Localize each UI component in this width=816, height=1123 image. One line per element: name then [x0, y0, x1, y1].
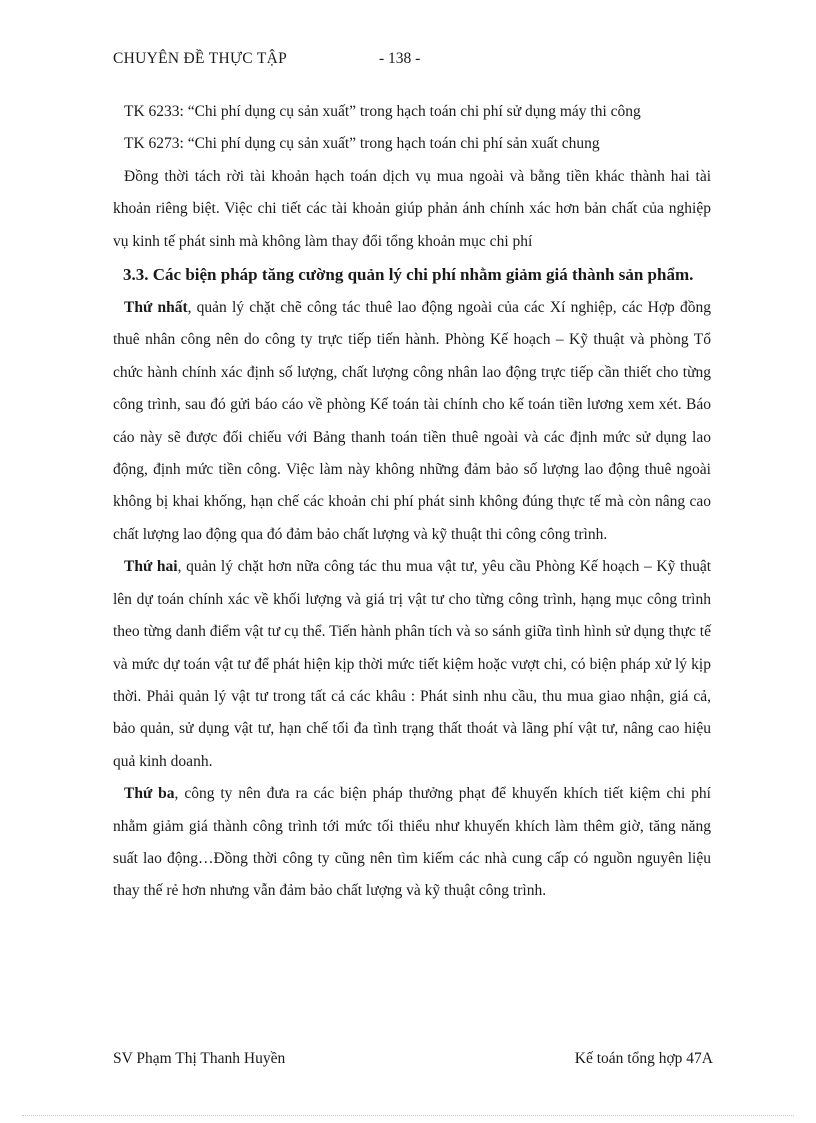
page-number: - 138 -: [379, 50, 421, 67]
second-measure-text: , quản lý chặt hơn nữa công tác thu mua vật tư, yêu cầu Phòng Kế hoạch – Kỹ thuật lên dự toán chính xác về khối lượng và giá trị vật tư cho từng công trình, hạng mục công trình theo từng danh điểm vật tư cụ thể. Tiến hành phân tích và so sánh giữa tình hình sử dụng thực tế và mức dự toán vật tư để phát hiện kịp thời mức tiết kiệm hoặc vượt chi, có biện pháp xử lý kịp thời. Phải quản lý vật tư trong tất cả các khâu : Phát sinh nhu cầu, thu mua giao nhận, giá cả, bảo quản, sử dụng vật tư, hạn chế tối đa tình trạng thất thoát và lãng phí vật tư, nâng cao hiệu quả kinh doanh.: [113, 558, 712, 770]
page-edge-divider: [22, 1115, 794, 1116]
section-heading: 3.3. Các biện pháp tăng cường quản lý chi phí nhằm giảm giá thành sản phẩm.: [123, 265, 694, 285]
paragraph-third-measure: [113, 778, 711, 908]
third-measure-lead: Thứ ba: [124, 785, 175, 803]
paragraph-account-separation: Đồng thời tách rời tài khoản hạch toán dịch vụ mua ngoài và bằng tiền khác thành hai tài khoản riêng biệt. Việc chi tiết các tài khoản giúp phản ánh chính xác hơn bản chất của nghiệp vụ kinh tế phát sinh mà không làm thay đổi tổng khoản mục chi phí: [113, 167, 711, 250]
document-body: [113, 96, 711, 908]
paragraph-second-measure: [113, 551, 711, 778]
footer-class-name: Kế toán tổng hợp 47A: [574, 1050, 713, 1067]
page-header: [113, 50, 713, 76]
third-measure-text: , công ty nên đưa ra các biện pháp thưởng phạt để khuyến khích tiết kiệm chi phí nhằm giảm giá thành công trình tới mức tối thiểu như khuyến khích làm thêm giờ, tăng năng suất lao động…Đồng thời công ty cũng nên tìm kiếm các nhà cung cấp có nguồn nguyên liệu thay thế rẻ hơn nhưng vẫn đảm bảo chất lượng và kỹ thuật công trình.: [113, 785, 711, 900]
paragraph-first-measure: [113, 292, 711, 551]
second-measure-lead: Thứ hai: [124, 558, 178, 576]
first-measure-text: , quản lý chặt chẽ công tác thuê lao động ngoài của các Xí nghiệp, các Hợp đồng thuê nhân công nên do công ty trực tiếp tiến hành. Phòng Kế hoạch – Kỹ thuật và phòng Tổ chức hành chính xác định số lượng, chất lượng công nhân lao động trực tiếp cần thiết cho từng công trình, sau đó gửi báo cáo về phòng Kế toán tài chính cho kế toán tiền lương xem xét. Báo cáo này sẽ được đối chiếu với Bảng thanh toán tiền thuê ngoài và các định mức sử dụng lao động, định mức tiền công. Việc làm này không những đảm bảo số lượng lao động thuê ngoài không bị khai khống, hạn chế các khoản chi phí phát sinh không đúng thực tế mà còn nâng cao chất lượng lao động qua đó đảm bảo chất lượng và kỹ thuật thi công công trình.: [113, 299, 711, 543]
header-title: CHUYÊN ĐỀ THỰC TẬP: [113, 50, 288, 67]
footer-student-name: SV Phạm Thị Thanh Huyền: [113, 1050, 286, 1067]
account-line-6273: TK 6273: “Chi phí dụng cụ sản xuất” trong hạch toán chi phí sản xuất chung: [124, 135, 600, 153]
account-line-6233: TK 6233: “Chi phí dụng cụ sản xuất” trong hạch toán chi phí sử dụng máy thi công: [124, 103, 641, 120]
page-footer: [113, 1050, 713, 1076]
first-measure-lead: Thứ nhất: [124, 299, 188, 317]
